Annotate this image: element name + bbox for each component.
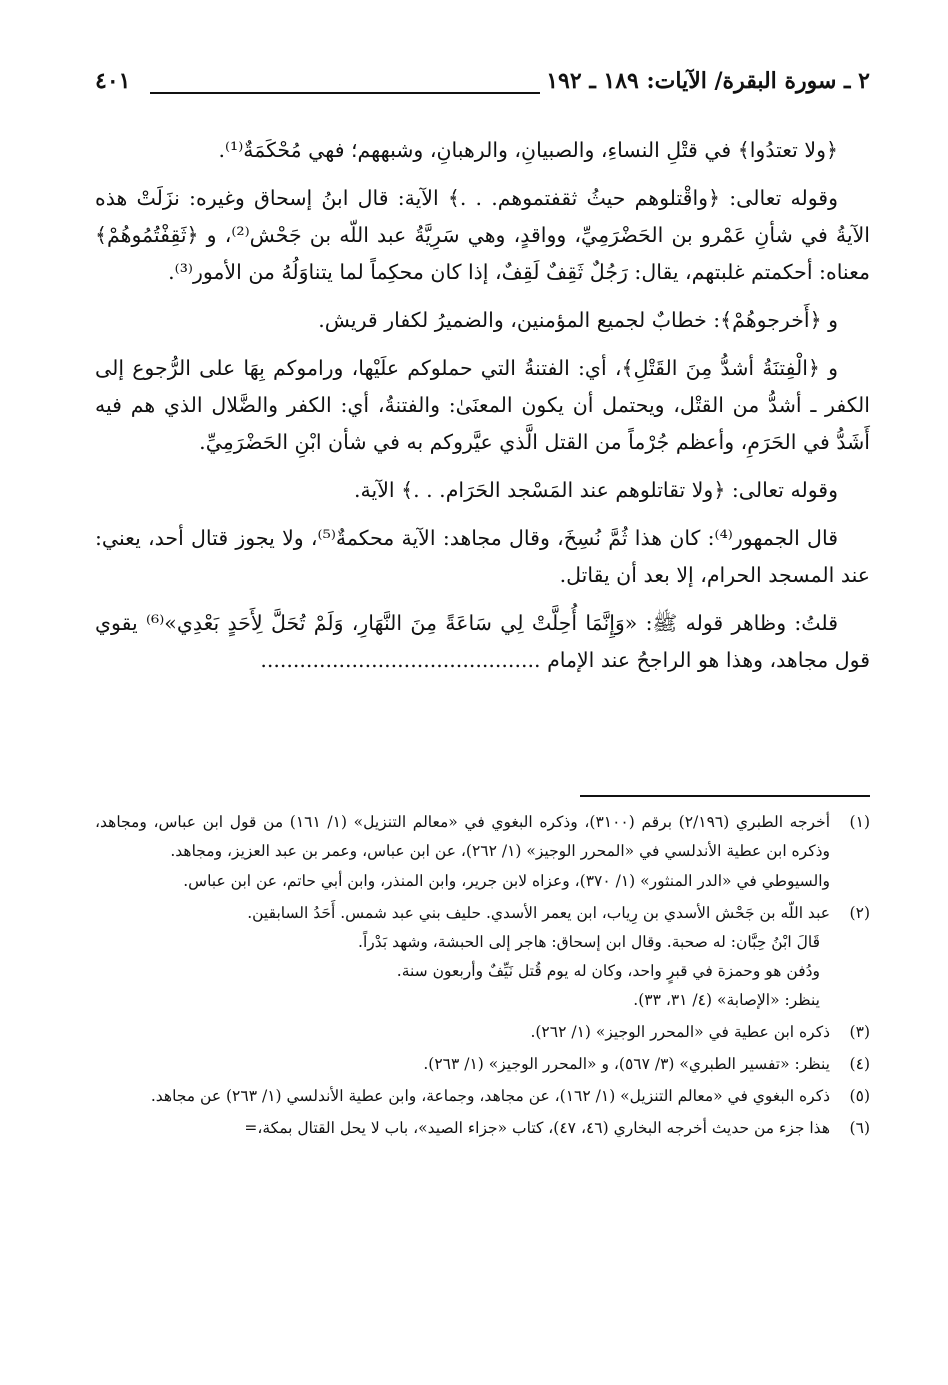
- footnote-text: عبد اللّه بن جَحْش الأسدي بن رِياب، ابن يعمر الأسدي. حليف بني عبد شمس. أَحَدُ السابقين.: [247, 904, 830, 922]
- footnote-number: (٦): [849, 1119, 870, 1137]
- paragraph: وقوله تعالى: ﴿ولا تقاتلوهم عند المَسْجد الحَرَام. . .﴾ الآية.: [353, 478, 838, 502]
- paragraph: ﴿ولا تعتدُوا﴾ في قتْلِ النساءِ، والصبيانِ، والرهبانِ، وشبههم؛ فهي مُحْكَمَةٌ⁽¹⁾.: [218, 138, 838, 162]
- paragraph-text: قلتُ: وظاهر قوله ﷺ: «وَإِنَّمَا أُحِلَّتْ لِي سَاعَةً مِنَ النَّهَارِ، وَلَمْ تُحَلَّ لِأَحَدٍ بَعْدِي»⁽⁶⁾ يقوي قول مجاهد، وهذا هو الراجحُ عند الإمام: [95, 611, 870, 672]
- footnote-number: (٥): [849, 1087, 870, 1105]
- footnote-number: (٤): [849, 1055, 870, 1073]
- paragraph: وقوله تعالى: ﴿واقْتلوهم حيثُ ثقفتموهم. . .﴾ الآية: قال ابنُ إسحاق وغيره: نزَلَتْ هذه الآيةُ في شأنِ عَمْرو بن الحَضْرَمِيِّ، وواقدٍ، وهي سَرِيَّةُ عبد اللّه بن جَحْش⁽²⁾، و ﴿ثَقِفْتُمُوهُمْ﴾ معناه: أحكمتم غلبتهم، يقال: رَجُلٌ ثَقِفٌ لَقِفٌ، إذا كان محكِماً لما يتناوَلُهُ من الأمور⁽³⁾.: [95, 186, 870, 284]
- running-header: [95, 62, 870, 106]
- footnote-text: ينظر: «الإصابة» (٤/ ٣١، ٣٣).: [633, 991, 820, 1009]
- footnote: [95, 899, 870, 1015]
- footnote: [95, 808, 870, 896]
- footnote: [95, 1050, 870, 1079]
- page-number: ٤٠١: [95, 68, 131, 94]
- main-text: [95, 132, 870, 690]
- paragraph: و ﴿الْفِتنَةُ أشدُّ مِنَ القَتْلِ﴾، أي: الفتنةُ التي حملوكم علَيْها، وراموكم بِهَا على الرُّجوع إلى الكفر ـ أشدُّ من القتْل، ويحتمل أن يكون المعنَىٰ: والفتنةُ، أي: الكفر والضَّلال الذي هم فيه أَشَدُّ في الحَرَمِ، وأعظم جُرْماً من القتل الَّذي عيَّروكم به في شأن ابْنِ الحَضْرَمِيِّ.: [95, 356, 870, 454]
- footnote: [95, 1114, 870, 1143]
- footnote-rule: [580, 795, 870, 797]
- footnote-text: أخرجه الطبري (٢/١٩٦) برقم (٣١٠٠)، وذكره البغوي في «معالم التنزيل» (١/ ١٦١) من قول ابن عباس، ومجاهد، وذكره ابن عطية الأندلسي في «المحرر الوجيز» (١/ ٢٦٢)، عن ابن عباس، وعمر بن عبد العزيز، ومجاهد.: [95, 813, 830, 860]
- footnote: [95, 1018, 870, 1047]
- footnote-number: (٣): [849, 1023, 870, 1041]
- footnote: [95, 1082, 870, 1111]
- footnote-text: ينظر: «تفسير الطبري» (٣/ ٥٦٧)، و «المحرر الوجيز» (١/ ٢٦٣).: [423, 1055, 830, 1073]
- continuation-dots: ...........................................: [260, 648, 541, 672]
- header-title: ٢ ـ سورة البقرة/ الآيات: ١٨٩ ـ ١٩٢: [546, 68, 870, 94]
- footnote-text: قَالَ ابْنُ حِبَّان: له صحبة. وقال ابن إسحاق: هاجر إلى الحبشة، وشهد بَدْراً.: [358, 933, 820, 951]
- header-rule: [150, 92, 540, 94]
- footnote-text: ذكره البغوي في «معالم التنزيل» (١/ ١٦٢)، عن مجاهد، وجماعة، وابن عطية الأندلسي (١/ ٢٦٣) عن مجاهد.: [150, 1087, 830, 1105]
- paragraph: قال الجمهور⁽⁴⁾: كان هذا ثُمَّ نُسِخَ، وقال مجاهد: الآية محكمةٌ⁽⁵⁾، ولا يجوز قتال أحد، يعني: عند المسجد الحرام، إلا بعد أن يقاتل.: [95, 526, 870, 587]
- footnote-number: (٢): [849, 904, 870, 922]
- footnotes: [95, 808, 870, 1146]
- footnote-text: هذا جزء من حديث أخرجه البخاري (٤٦، ٤٧)، كتاب «جزاء الصيد»، باب لا يحل القتال بمكة،=: [244, 1119, 830, 1137]
- footnote-text: والسيوطي في «الدر المنثور» (١/ ٣٧٠)، وعزاه لابن جرير، وابن المنذر، وابن أبي حاتم، عن ابن عباس.: [183, 872, 830, 890]
- footnote-number: (١): [849, 813, 870, 831]
- paragraph-last: [95, 605, 870, 679]
- paragraph: و ﴿أَخرجوهُمْ﴾: خطابٌ لجميع المؤمنين، والضميرُ لكفار قريش.: [318, 308, 838, 332]
- footnote-text: ودُفن هو وحمزة في قبرٍ واحد، وكان له يوم قُتل نَيِّفٌ وأربعون سنة.: [396, 962, 820, 980]
- footnote-text: ذكره ابن عطية في «المحرر الوجيز» (١/ ٢٦٢).: [530, 1023, 830, 1041]
